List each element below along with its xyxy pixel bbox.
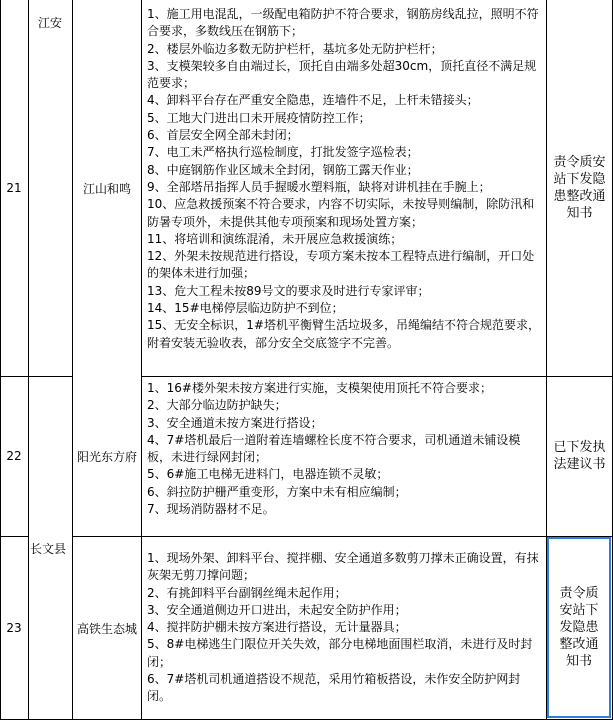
issue-item: 5、工地大门进出口未开展疫情防控工作；	[147, 110, 371, 125]
issue-item: 4、卸料平台存在严重安全隐患，连墙件不足，上杆未错接头；	[147, 93, 479, 108]
issue-item: 1、16#楼外架未按方案进行实施，支模架使用顶托不符合要求；	[147, 381, 492, 395]
grid-line	[72, 0, 73, 720]
issue-item: 2、有挑卸料平台副钢丝绳未起作用；	[147, 585, 347, 600]
issue-item: 10、应急救援预案不符合要求，内容不切实际，未按导则编制，除防汛和防暑专项外，未提供其他专项预案和现场处置方案；	[147, 197, 535, 229]
issue-item: 3、支模架较多自由端过长，顶托自由端多处超30cm，顶托直径不满足规范要求；	[147, 58, 537, 91]
row-number: 22	[6, 449, 22, 463]
issue-item: 1、施工用电混乱，一级配电箱防护不符合要求，钢筋房线乱拉，照明不符合要求，多数线压在钢筋下；	[147, 7, 539, 39]
issue-item: 14、15#电梯停层临边防护不到位；	[147, 301, 344, 316]
issue-item: 3、安全通道侧边开口进出，未起安全防护作用；	[147, 602, 407, 617]
issue-item: 8、中庭钢筋作业区域未全封闭，钢筋工露天作业；	[147, 162, 419, 177]
action-cell: 已下发执法建议书	[553, 440, 606, 472]
issue-item: 5、8#电梯逃生门限位开关失效，部分电梯地面围栏取消，未进行及时封闭；	[147, 637, 533, 669]
issue-item: 7、电工未严格执行巡检制度，打批发签字巡检表；	[147, 145, 419, 160]
project-name: 阳光东方府	[76, 449, 137, 464]
issue-item: 2、大部分临边防护缺失；	[147, 398, 287, 413]
action-cell: 责令质安站下发隐患整改通知书	[553, 155, 606, 221]
issue-item: 11、将培训和演练混淆，未开展应急救援演练；	[147, 231, 403, 246]
project-name: 高铁生态城	[76, 621, 137, 636]
row-number: 23	[6, 621, 22, 635]
issue-item: 15、无安全标识，1#塔机平衡臂生活垃圾多，吊绳编结不符合规范要求，附着安装无验收表，部分安全交底签字不完善。	[147, 318, 540, 350]
issue-item: 13、危大工程未按89号文的要求及时进行专家评审；	[147, 283, 430, 298]
issue-item: 5、6#施工电梯无进料门，电器连锁不灵敏；	[147, 467, 389, 482]
region-cell: 长文县	[30, 542, 67, 556]
issue-item: 3、安全通道未按方案进行搭设；	[147, 415, 323, 430]
action-cell-selected[interactable]: 责令质安站下发隐患整改通知书	[547, 537, 611, 718]
issue-item: 6、7#塔机司机通道搭设不规范，采用竹箱板搭设，未作安全防护网封闭。	[147, 672, 521, 704]
row-number: 21	[6, 181, 22, 195]
issue-item: 6、首层安全网全部未封闭；	[147, 128, 299, 143]
issue-item: 7、现场消防器材不足。	[147, 502, 275, 517]
grid-line	[0, 536, 28, 537]
region-cell: 江安	[37, 16, 62, 30]
grid-line	[0, 0, 1, 720]
issue-item: 9、全部塔吊指挥人员手握暖水塑料瓶，缺将对讲机挂在手腕上；	[147, 179, 491, 194]
issue-item: 4、搅拌防护棚未按方案进行搭设，无计量器具；	[147, 620, 407, 635]
grid-line	[0, 376, 72, 377]
issue-item: 12、外架未按规范进行搭设，专项方案未按本工程特点进行编制，开口处的架体未进行加强；	[147, 249, 535, 281]
grid-line	[72, 536, 613, 537]
issues-list	[142, 550, 546, 720]
project-name: 江山和鸣	[82, 181, 131, 196]
issue-item: 4、7#塔机最后一道附着连墙螺栓长度不符合要求，司机通道未铺设模板，未进行绿网封闭；	[147, 432, 521, 465]
issue-item: 6、斜拉防护栅严重变形，方案中未有相应编制；	[147, 484, 407, 499]
grid-line	[141, 376, 613, 377]
issue-item: 2、楼层外临边多数无防护栏杆，基坑多处无防护栏杆；	[147, 41, 443, 56]
issues-list	[142, 6, 546, 376]
issues-list	[142, 380, 546, 536]
grid-line	[546, 0, 547, 720]
grid-line	[28, 0, 29, 720]
grid-line	[141, 0, 142, 720]
issue-item: 1、现场外架、卸料平台、搅拌棚、安全通道多数剪刀撑未正确设置，有抹灰架无剪刀撑问题；	[147, 551, 539, 583]
